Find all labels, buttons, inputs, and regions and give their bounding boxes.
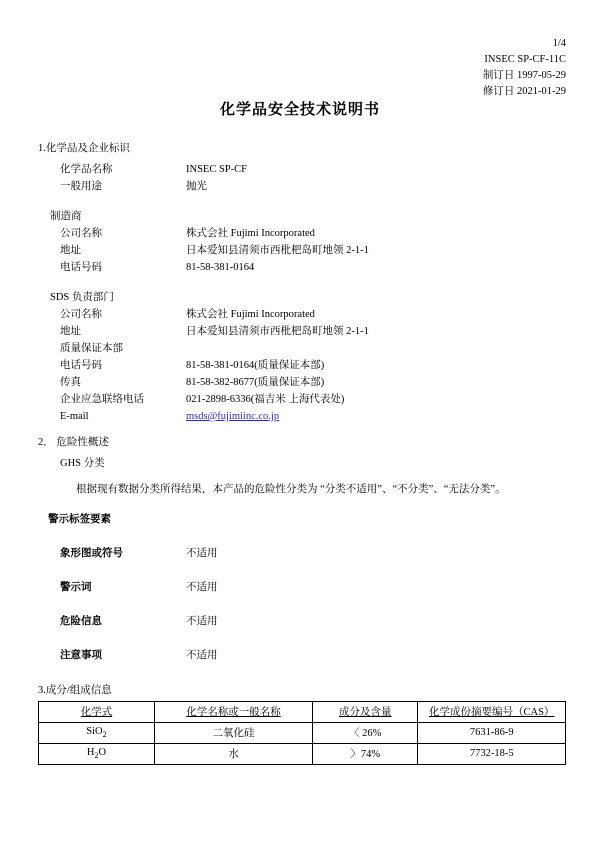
- field-value: 抛光: [186, 181, 207, 192]
- field-value: 81-58-381-0164: [186, 262, 255, 273]
- field-row: [38, 391, 566, 408]
- warning-value: 不适用: [186, 650, 218, 661]
- formula-tail: O: [98, 746, 107, 758]
- field-label: 电话号码: [60, 360, 102, 371]
- column-header-cas: 化学成份摘要编号（CAS）: [418, 702, 566, 723]
- warning-label: 警示词: [60, 581, 92, 593]
- column-header-formula: 化学式: [39, 702, 155, 723]
- composition-table: [38, 701, 566, 765]
- cell-cas: 7732-18-5: [418, 744, 566, 765]
- field-value: 株式会社 Fujimi Incorporated: [186, 228, 315, 239]
- email-link[interactable]: msds@fujimiinc.co.jp: [186, 411, 280, 422]
- warning-row: [38, 613, 566, 630]
- table-row: [39, 723, 566, 744]
- cell-content: 〉74%: [313, 744, 418, 765]
- field-label: E-mail: [60, 411, 89, 422]
- formula-subscript: 2: [102, 730, 107, 740]
- cell-content: 〈 26%: [313, 723, 418, 744]
- warning-label: 注意事项: [60, 649, 102, 661]
- field-row: [38, 259, 566, 276]
- sds-department-heading: SDS 负责部门: [50, 292, 114, 303]
- page-number: 1/4: [552, 38, 566, 49]
- ghs-classification-label: GHS 分类: [60, 458, 105, 469]
- field-label: 企业应急联络电话: [60, 394, 144, 405]
- formula-text: SiO: [86, 725, 103, 737]
- field-value: 日本爱知县清须市西枇杷岛町地领 2-1-1: [186, 326, 369, 337]
- field-value: 日本爱知县清须市西枇杷岛町地领 2-1-1: [186, 245, 369, 256]
- warning-row: [38, 647, 566, 664]
- field-row: [38, 323, 566, 340]
- field-label: 质量保证本部: [60, 343, 123, 354]
- field-value: 81-58-381-0164(质量保证本部): [186, 360, 325, 371]
- field-row: [38, 178, 566, 195]
- field-label: 一般用途: [60, 181, 102, 192]
- section2-heading: 2． 危险性概述: [38, 437, 109, 448]
- field-label: 电话号码: [60, 262, 102, 273]
- cell-name: 水: [154, 744, 312, 765]
- cell-cas: 7631-86-9: [418, 723, 566, 744]
- field-value: 81-58-382-8677(质量保证本部): [186, 377, 325, 388]
- table-header-row: [39, 702, 566, 723]
- warning-value: 不适用: [186, 616, 218, 627]
- warning-label: 危险信息: [60, 615, 102, 627]
- field-label: 化学品名称: [60, 164, 113, 175]
- warning-value: 不适用: [186, 582, 218, 593]
- ghs-classification-text: 根据现有数据分类所得结果，本产品的危险性分类为 “分类不适用”、“不分类”、“无法分类”。: [76, 484, 506, 495]
- document-body: [38, 140, 566, 765]
- revised-date: 修订日 2021-01-29: [482, 86, 566, 97]
- field-row: [38, 357, 566, 374]
- cell-name: 二氧化硅: [154, 723, 312, 744]
- document-code: INSEC SP-CF-11C: [484, 54, 566, 65]
- manufacturer-heading: 制造商: [50, 211, 82, 222]
- field-value: 021-2898-6336(福吉米 上海代表处): [186, 394, 345, 405]
- field-value: 株式会社 Fujimi Incorporated: [186, 309, 315, 320]
- page-title: 化学品安全技术说明书: [219, 101, 380, 118]
- section3-heading: 3.成分/组成信息: [38, 685, 112, 696]
- warning-label-heading: 警示标签要素: [48, 513, 111, 525]
- field-label: 公司名称: [60, 228, 102, 239]
- formula-text: H: [86, 746, 95, 758]
- field-label: 地址: [60, 245, 81, 256]
- warning-row: [38, 579, 566, 596]
- field-label: 公司名称: [60, 309, 102, 320]
- field-row: [38, 242, 566, 259]
- created-date: 制订日 1997-05-29: [482, 70, 566, 81]
- column-header-name: 化学名称或一般名称: [154, 702, 312, 723]
- warning-value: 不适用: [186, 548, 218, 559]
- field-label: 传真: [60, 377, 81, 388]
- field-value: [186, 340, 566, 357]
- table-row: [39, 744, 566, 765]
- cell-formula: [39, 723, 155, 744]
- cell-formula: [39, 744, 155, 765]
- warning-row: [38, 545, 566, 562]
- section1-heading: 1.化学品及企业标识: [38, 143, 130, 154]
- warning-label: 象形图或符号: [60, 547, 123, 559]
- field-row: [38, 161, 566, 178]
- formula-subscript: 2: [94, 751, 99, 761]
- field-row: [38, 340, 566, 357]
- email-row: [38, 408, 566, 425]
- field-row: [38, 374, 566, 391]
- document-header: [483, 36, 566, 100]
- column-header-content: 成分及含量: [313, 702, 418, 723]
- field-row: [38, 225, 566, 242]
- field-label: 地址: [60, 326, 81, 337]
- field-value: INSEC SP-CF: [186, 164, 247, 175]
- field-row: [38, 306, 566, 323]
